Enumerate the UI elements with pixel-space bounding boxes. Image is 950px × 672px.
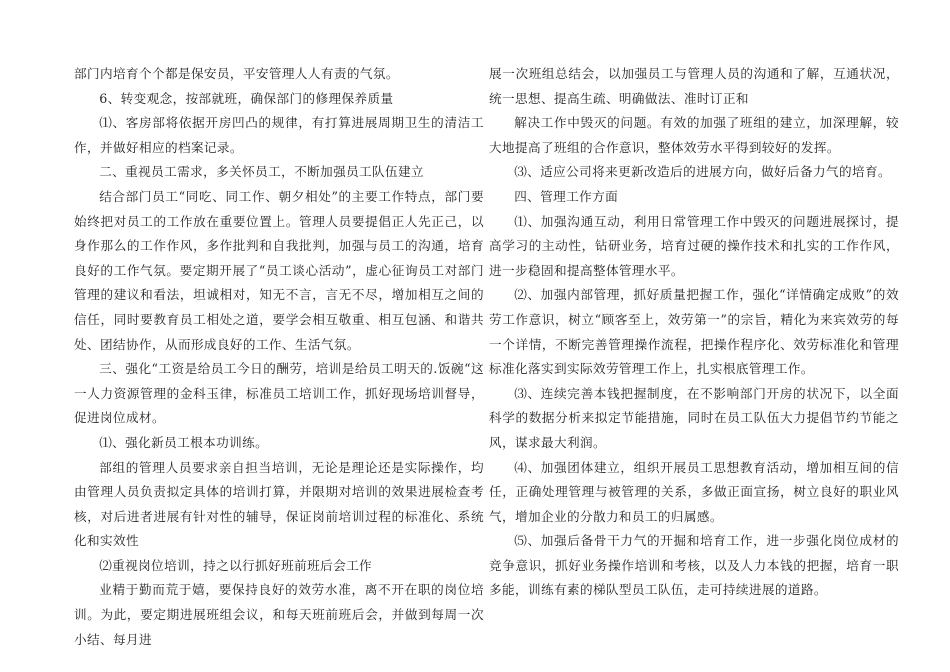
paragraph: ⑷、加强团体建立，组织开展员工思想教育活动，增加相互间的信任，正确处理管理与被管理的关系，多做正面宣扬，树立良好的职业风气，增加企业的分散力和员工的归属感。	[489, 459, 899, 524]
paragraph: ⑴、加强沟通互动，利用日常管理工作中毁灭的问题进展探讨，提高学习的主动性，钻研业务，培育过硬的操作技术和扎实的工作作风，进一步稳固和提高整体管理水平。	[489, 213, 899, 278]
paragraph: 业精于勤而荒于嬉，要保持良好的效劳水准，离不开在职的岗位培训。为此，要定期进展班组会议，和每天班前班后会，并做到每周一次小结、每月进	[74, 582, 484, 647]
paragraph: ⑴、强化新员工根本功训练。	[99, 434, 269, 450]
paragraph: 展一次班组总结会，以加强员工与管理人员的沟通和了解，互通状况，统一思想、提高生疏、明确做法、准时订正和	[489, 66, 899, 106]
paragraph: ⑶、连续完善本钱把握制度，在不影响部门开房的状况下，以全面科学的数据分析来拟定节能措施，同时在员工队伍大力提倡节约节能之风，谋求最大利润。	[489, 385, 899, 450]
paragraph: 6、转变观念，按部就班，确保部门的修理保养质量	[99, 90, 394, 106]
section-heading: 二、重视员工需求，多关怀员工，不断加强员工队伍建立	[99, 164, 425, 180]
left-column	[74, 62, 484, 652]
paragraph: 结合部门员工“同吃、同工作、朝夕相处”的主要工作特点，部门要始终把对员工的工作放在重要位置上。管理人员要提倡正人先正己，以身作那么的工作作风，多作批判和自我批判，加强与员工的沟通，培育良好的工作气氛。要定期开展了“员工谈心活动”，虚心征询员工对部门管理的建议和看法，坦诚相对，知无不言，言无不尽，增加相互之间的信任，同时要教育员工相处之道，要学会相互敬重、相互包涵、和谐共处、团结协作，从而形成良好的工作、生活气氛。	[74, 188, 484, 352]
section-heading: 四、管理工作方面	[514, 188, 619, 204]
right-column	[489, 62, 899, 603]
paragraph: ⑵、加强内部管理，抓好质量把握工作，强化“详情确定成败”的效劳工作意识，树立“顾客至上，效劳第一”的宗旨，精化为来宾效劳的每一个详情，不断完善管理操作流程，把操作程序化、效劳标准化和管理标准化落实到实际效劳管理工作上，扎实根底管理工作。	[489, 287, 899, 377]
paragraph: 部组的管理人员要求亲自担当培训，无论是理论还是实际操作，均由管理人员负责拟定具体的培训打算，并限期对培训的效果进展检查考核，对后进者进展有针对性的辅导，保证岗前培训过程的标准化、系统化和实效性	[74, 459, 484, 549]
paragraph: ⑸、加强后备骨干力气的开掘和培育工作，进一步强化岗位成材的竞争意识，抓好业务操作培训和考核，以及人力本钱的把握，培育一职多能，训练有素的梯队型员工队伍，走可持续进展的道路。	[489, 533, 899, 598]
paragraph: 部门内培育个个都是保安员，平安管理人人有责的气氛。	[74, 66, 399, 81]
paragraph: ⑵重视岗位培训，持之以行抓好班前班后会工作	[99, 557, 373, 573]
section-heading: 三、强化“工资是给员工今日的酬劳，培训是给员工明天的.饭碗“这一人力资源管理的金科玉律，标准员工培训工作，抓好现场培训督导，促进岗位成材。	[74, 361, 484, 426]
paragraph: 解决工作中毁灭的问题。有效的加强了班组的建立，加深理解，较大地提高了班组的合作意识，整体效劳水平得到较好的发挥。	[489, 115, 899, 155]
paragraph: ⑴、客房部将依据开房凹凸的规律，有打算进展周期卫生的清洁工作，并做好相应的档案记录。	[74, 115, 484, 155]
paragraph: ⑶、适应公司将来更新改造后的进展方向，做好后备力气的培育。	[514, 164, 892, 180]
